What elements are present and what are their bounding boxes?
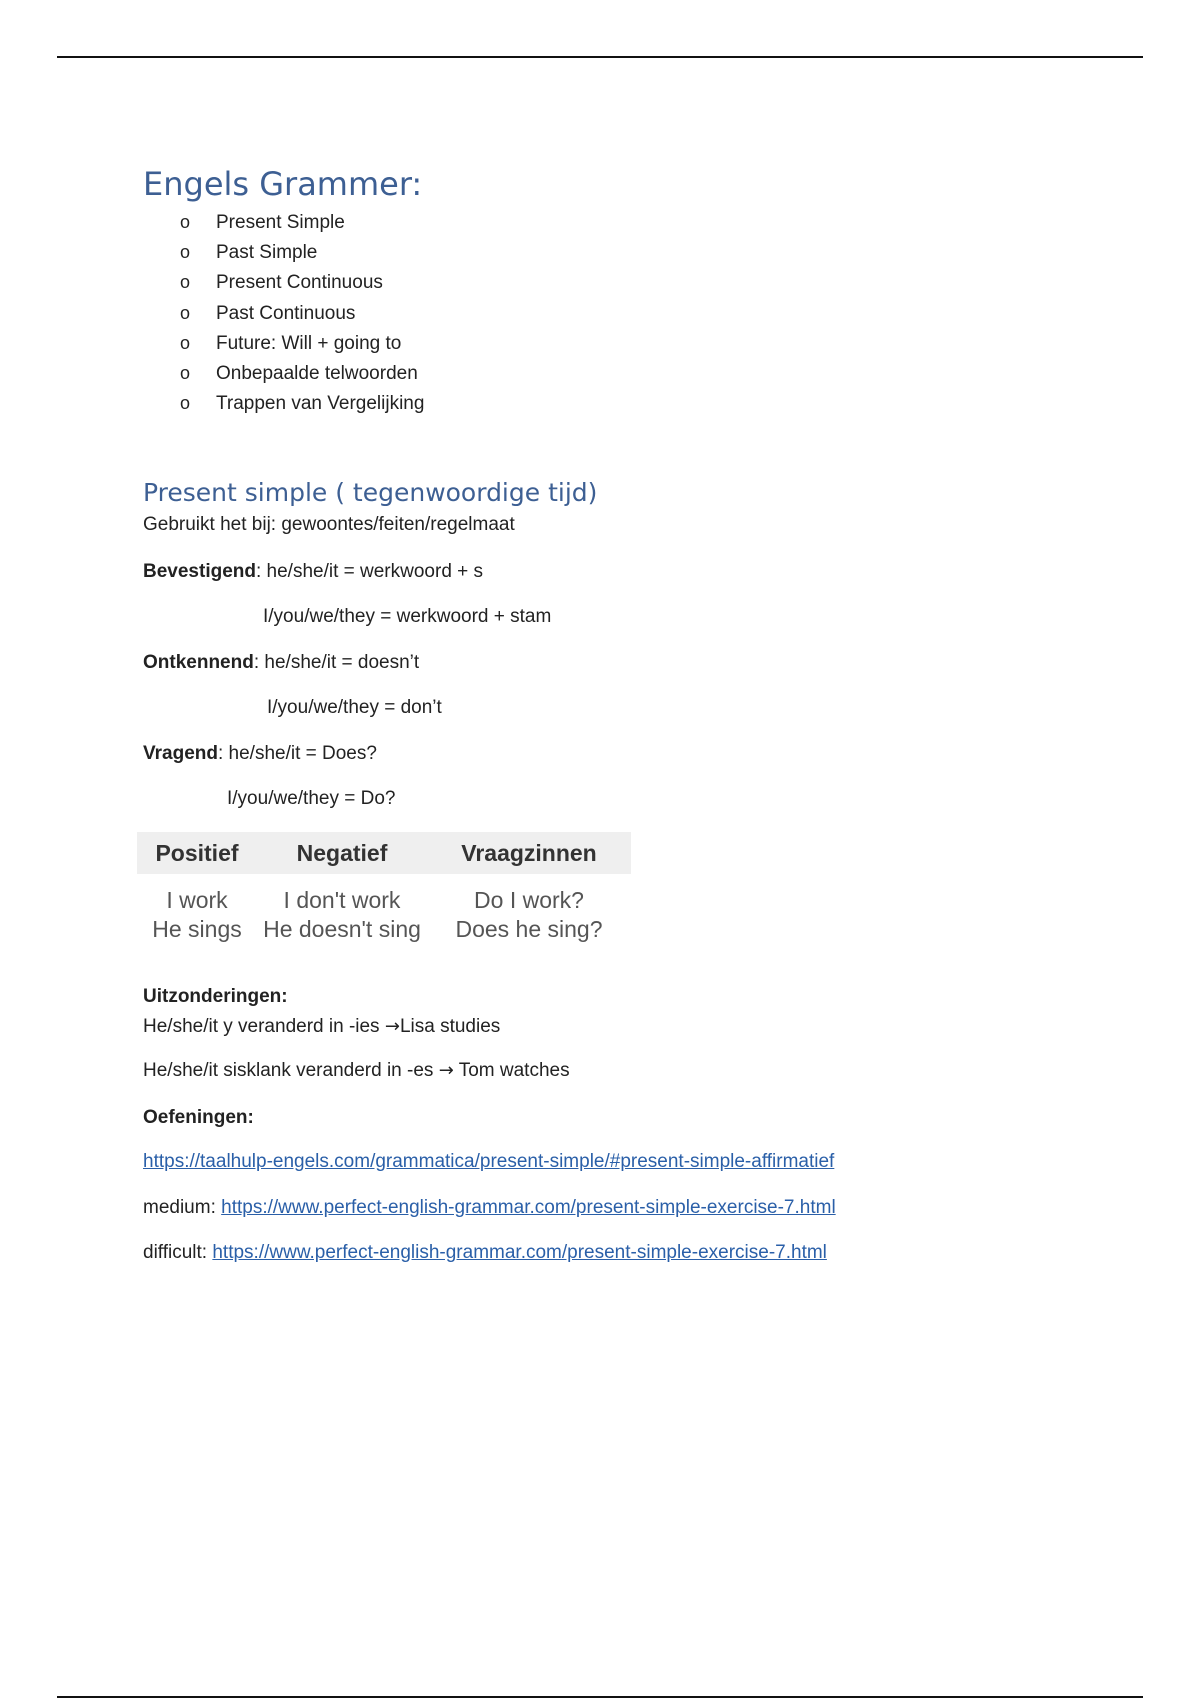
- exercises-label-text: Oefeningen:: [143, 1107, 254, 1128]
- bevestigend-rule: : he/she/it = werkwoord + s: [255, 561, 484, 582]
- list-item-label: Trappen van Vergelijking: [216, 393, 425, 415]
- exception-text: He/she/it sisklank veranderd in -es: [143, 1060, 439, 1081]
- exception-example: Tom watches: [453, 1060, 570, 1081]
- conjugation-table: [137, 832, 631, 944]
- list-item-label: Onbepaalde telwoorden: [216, 362, 418, 384]
- vragend-line: [143, 743, 377, 765]
- bullet-icon: o: [180, 242, 191, 263]
- table-cell: I don't work: [283, 887, 401, 913]
- exercise-link-medium[interactable]: https://www.perfect-english-grammar.com/present-simple-exercise-7.html: [221, 1197, 836, 1218]
- exceptions-label-text: Uitzonderingen:: [143, 986, 288, 1007]
- arrow-right-icon: →: [438, 1060, 454, 1081]
- column-positief: [137, 886, 257, 944]
- column-vraagzinnen: [427, 886, 631, 944]
- topic-list: [180, 207, 424, 418]
- column-negatief: [257, 886, 427, 944]
- list-item: [180, 207, 424, 237]
- list-item: [180, 358, 424, 388]
- exceptions-label: [143, 986, 288, 1008]
- list-item-label: Present Simple: [216, 212, 345, 233]
- list-item-label: Future: Will + going to: [216, 332, 402, 354]
- bevestigend-line: [143, 561, 483, 583]
- list-item-label: Past Continuous: [216, 302, 356, 324]
- usage-text: Gebruikt het bij: gewoontes/feiten/regelmaat: [143, 514, 515, 535]
- list-item-label: Present Continuous: [216, 272, 383, 294]
- exception-example: Lisa studies: [399, 1016, 501, 1037]
- medium-label: medium:: [143, 1197, 222, 1218]
- table-cell: He sings: [152, 916, 242, 942]
- list-item: [180, 328, 424, 358]
- list-item: [180, 388, 424, 418]
- header-positief: Positief: [155, 840, 239, 866]
- exercise-link-1[interactable]: https://taalhulp-engels.com/grammatica/present-simple/#present-simple-affirmatief: [143, 1151, 835, 1172]
- table-cell: I work: [166, 887, 228, 913]
- bevestigend-label: Bevestigend: [143, 561, 256, 582]
- table-cell: Does he sing?: [455, 916, 603, 942]
- difficult-label: difficult:: [143, 1242, 213, 1263]
- arrow-right-icon: →: [384, 1016, 400, 1037]
- ontkennend-rule: : he/she/it = doesn’t: [253, 652, 420, 673]
- header-rule: [57, 56, 1143, 58]
- bullet-icon: o: [180, 302, 191, 323]
- exercise-link-difficult[interactable]: https://www.perfect-english-grammar.com/present-simple-exercise-7.html: [212, 1242, 827, 1263]
- list-item: [180, 298, 424, 328]
- section-heading: Present simple ( tegenwoordige tijd): [143, 478, 598, 507]
- page-title: Engels Grammer:: [143, 165, 423, 203]
- ontkennend-line: [143, 652, 419, 674]
- exercise-row-1: [143, 1151, 834, 1173]
- bullet-icon: o: [180, 332, 191, 353]
- header-vraagzinnen: Vraagzinnen: [461, 840, 597, 866]
- bullet-icon: o: [180, 393, 191, 414]
- ontkennend-label: Ontkennend: [143, 652, 254, 673]
- exercises-label: [143, 1107, 254, 1129]
- exception-text: He/she/it y veranderd in -ies: [143, 1016, 385, 1037]
- vragend-label: Vragend: [143, 743, 218, 764]
- ontkennend-rule-2: I/you/we/they = don’t: [267, 697, 442, 718]
- bullet-icon: o: [180, 212, 191, 232]
- exception-line-2: [143, 1060, 570, 1082]
- bullet-icon: o: [180, 362, 191, 383]
- exercise-row-3: [143, 1242, 827, 1264]
- exception-line-1: [143, 1016, 500, 1038]
- vragend-rule: : he/she/it = Does?: [217, 743, 377, 764]
- vragend-rule-2: I/you/we/they = Do?: [227, 788, 396, 809]
- footer-rule: [57, 1696, 1143, 1698]
- table-cell: He doesn't sing: [263, 916, 421, 942]
- list-item-label: Past Simple: [216, 242, 318, 264]
- bevestigend-rule-2: I/you/we/they = werkwoord + stam: [263, 606, 552, 627]
- header-negatief: Negatief: [296, 840, 388, 866]
- table-body: [137, 874, 631, 944]
- exercise-row-2: [143, 1197, 836, 1219]
- bullet-icon: o: [180, 272, 191, 293]
- list-item: [180, 267, 424, 297]
- table-cell: Do I work?: [474, 887, 584, 913]
- list-item: [180, 237, 424, 267]
- table-header: [137, 832, 631, 874]
